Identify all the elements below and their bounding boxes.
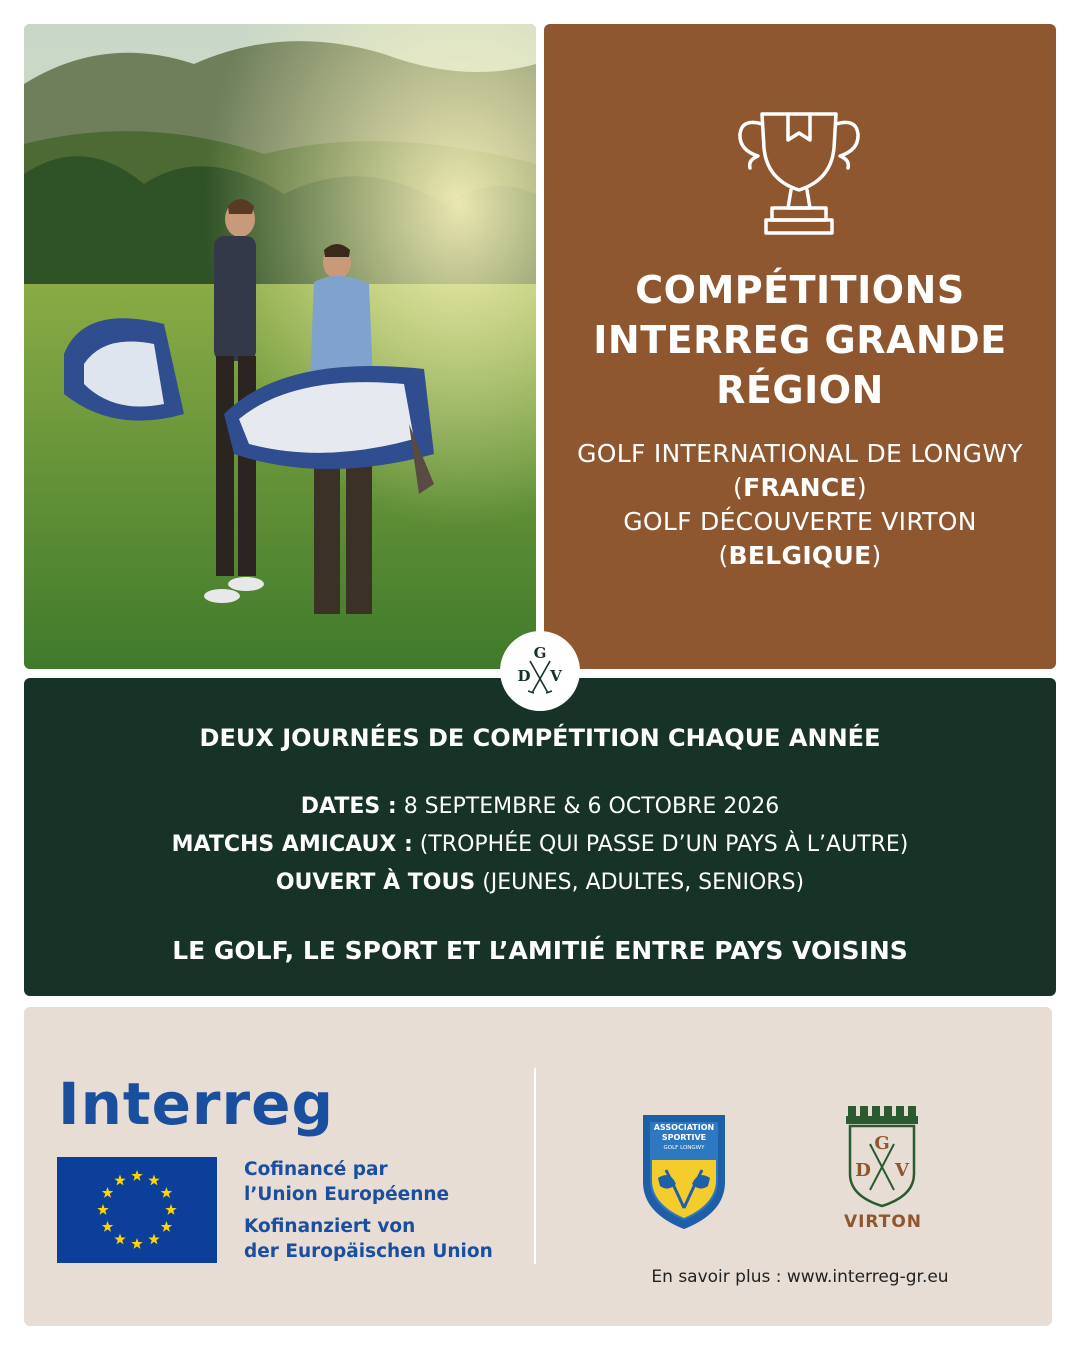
- badge-letter-v: V: [550, 667, 562, 685]
- venue2-country-line: (BELGIQUE): [718, 541, 882, 570]
- eu-star: [97, 1204, 108, 1215]
- open-line: [24, 870, 1056, 895]
- eu-fr-line1: Cofinancé par: [244, 1159, 388, 1180]
- venue2-country: BELGIQUE: [728, 541, 872, 570]
- matches-label: MATCHS AMICAUX :: [171, 832, 413, 857]
- eu-star: [165, 1204, 176, 1215]
- eu-de-line1: Kofinanziert von: [244, 1216, 416, 1237]
- info-footer: LE GOLF, LE SPORT ET L’AMITIÉ ENTRE PAYS VOISINS: [172, 936, 908, 965]
- title-line-3: RÉGION: [716, 368, 884, 412]
- eu-flag-icon: [57, 1157, 217, 1263]
- dates-label: DATES :: [300, 794, 397, 819]
- interreg-logo: Interreg: [58, 1070, 334, 1138]
- more-info-link[interactable]: En savoir plus : www.interreg-gr.eu: [651, 1267, 949, 1287]
- eu-star: [102, 1187, 113, 1198]
- trophy-icon: [736, 108, 862, 236]
- open-label: OUVERT À TOUS: [275, 870, 476, 895]
- info-panel: [24, 678, 1056, 996]
- dates-value: 8 SEPTEMBRE & 6 OCTOBRE 2026: [403, 794, 780, 819]
- golfers-photo: [24, 24, 536, 669]
- venue1-country: FRANCE: [743, 473, 857, 502]
- badge-letter-d: D: [517, 667, 531, 685]
- matches-line: [24, 832, 1056, 857]
- info-heading: DEUX JOURNÉES DE COMPÉTITION CHAQUE ANNÉE: [199, 724, 881, 752]
- eu-star: [148, 1233, 159, 1244]
- eu-de-line2: der Europäischen Union: [244, 1241, 493, 1262]
- title-line-1: COMPÉTITIONS: [635, 268, 965, 312]
- eu-star: [114, 1175, 125, 1186]
- gdv-badge: [500, 631, 580, 711]
- shield-text-line2: SPORTIVE: [661, 1133, 707, 1142]
- shield-text-line1: ASSOCIATION: [653, 1123, 715, 1132]
- virton-letter-d: D: [855, 1160, 871, 1181]
- shield-text-line3: GOLF LONGWY: [663, 1145, 705, 1151]
- matches-value: (TROPHÉE QUI PASSE D’UN PAYS À L’AUTRE): [419, 832, 909, 857]
- title-line-2: INTERREG GRANDE: [593, 318, 1007, 362]
- eu-star: [161, 1221, 172, 1232]
- eu-star: [114, 1233, 125, 1244]
- eu-star: [161, 1187, 172, 1198]
- eu-star: [131, 1238, 142, 1249]
- association-sportive-shield-icon: [640, 1112, 728, 1230]
- virton-label: VIRTON: [843, 1212, 923, 1232]
- virton-letter-g: G: [874, 1133, 890, 1154]
- venue1-name: GOLF INTERNATIONAL DE LONGWY: [577, 439, 1023, 468]
- open-value: (JEUNES, ADULTES, SENIORS): [482, 870, 805, 895]
- footer-divider: [534, 1068, 536, 1264]
- eu-star: [102, 1221, 113, 1232]
- badge-letter-g: G: [533, 644, 547, 662]
- eu-star: [148, 1175, 159, 1186]
- eu-star: [131, 1170, 142, 1181]
- virton-castle-logo-icon: [844, 1104, 920, 1210]
- eu-fr-line2: l’Union Européenne: [244, 1184, 450, 1205]
- venue1-country-line: (FRANCE): [733, 473, 867, 502]
- virton-letter-v: V: [895, 1160, 909, 1181]
- venue2-name: GOLF DÉCOUVERTE VIRTON: [623, 507, 977, 536]
- dates-line: [24, 794, 1056, 819]
